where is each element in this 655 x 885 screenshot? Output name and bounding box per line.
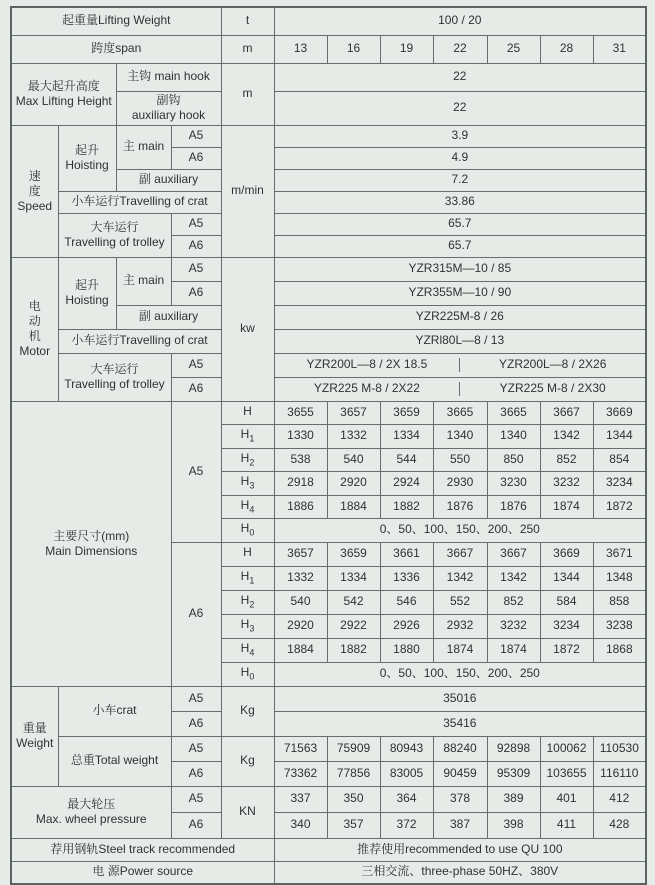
dim-value: 3661 [380,542,433,566]
dim-value: 2926 [380,614,433,638]
speed-section-label [11,125,58,257]
dim-value: 850 [487,448,540,471]
dim-value: 1872 [593,495,646,518]
motor-trolley-a5-left: YZR200L—8 / 2X 18.5 [275,358,461,372]
main-hook-value: 22 [274,63,646,91]
main-hook-label: 主钩 main hook [116,63,221,91]
weight-total-value: 73362 [274,761,327,786]
speed-trolley-label: 大车运行 Travelling of trolley [58,213,171,257]
dim-row-label: $H_2$ [221,590,274,614]
motor-main-a6-value: YZR355M—10 / 90 [274,281,646,305]
grade-label: A5 [171,786,221,812]
span-label: 跨度span [11,35,221,63]
lifting-weight-unit: t [221,7,274,35]
grade-label: A6 [171,377,221,401]
dim-value: 552 [433,590,487,614]
dim-value: 852 [487,590,540,614]
crane-spec-table [10,6,647,885]
aux-hook-label-cn: 副钩 [156,93,181,107]
wheel-pressure-label: 最大轮压 Max. wheel pressure [11,786,171,838]
wheel-pressure-value: 389 [487,786,540,812]
wheel-pressure-value: 412 [593,786,646,812]
weight-total-value: 103655 [540,761,593,786]
grade-label: A6 [171,281,221,305]
weight-total-value: 75909 [327,736,380,761]
dim-value: 854 [593,448,646,471]
weight-total-value: 71563 [274,736,327,761]
weight-total-label: 总重Total weight [58,736,171,786]
span-value: 22 [433,35,487,63]
wheel-pressure-value: 428 [593,812,646,838]
grade-label: A5 [171,736,221,761]
dim-value: 3669 [540,542,593,566]
weight-total-value: 116110 [593,761,646,786]
span-value: 25 [487,35,540,63]
dim-value: 3657 [274,542,327,566]
dim-value: 3665 [487,401,540,424]
grade-label: A5 [171,353,221,377]
dim-value: 1874 [487,638,540,662]
speed-crab-label: 小车运行Travelling of crat [58,191,221,213]
max-lifting-height-label-en: Max Lifting Height [15,94,112,108]
dim-value: 546 [380,590,433,614]
dim-value: 3659 [380,401,433,424]
span-value: 13 [274,35,327,63]
dim-value: 2918 [274,471,327,495]
dim-value: 538 [274,448,327,471]
dim-value: 1876 [487,495,540,518]
span-value: 16 [327,35,380,63]
motor-label-en: Motor [19,344,51,358]
speed-main-a6-value: 4.9 [274,147,646,169]
dim-value: 544 [380,448,433,471]
dim-value: 3655 [274,401,327,424]
wheel-pressure-value: 340 [274,812,327,838]
weight-section-label: 重量 Weight [11,686,58,786]
speed-main-a5-value: 3.9 [274,125,646,147]
dim-value: 3667 [487,542,540,566]
grade-label: A6 [171,235,221,257]
speed-label-en: Speed [17,198,53,213]
motor-aux-label: 副 auxiliary [116,305,221,329]
dim-value: 1882 [327,638,380,662]
dim-value: 1882 [380,495,433,518]
steel-track-label: 荐用钢轨Steel track recommended [11,838,274,861]
speed-main-label: 主 main [116,125,171,169]
motor-label-cn-char: 机 [28,329,41,343]
wheel-pressure-value: 378 [433,786,487,812]
max-lifting-height-label [11,63,116,125]
dim-value: 3238 [593,614,646,638]
weight-total-value: 83005 [380,761,433,786]
dim-value: 1342 [540,424,593,448]
motor-trolley-a5-right: YZR200L—8 / 2X26 [498,357,607,372]
dim-value: 2932 [433,614,487,638]
motor-unit: kw [221,257,274,401]
dim-value: 1336 [380,566,433,590]
weight-total-unit: Kg [221,736,274,786]
dim-row-label: $H_0$ [221,518,274,542]
dim-value: 1348 [593,566,646,590]
lifting-weight-value: 100 / 20 [274,7,646,35]
aux-hook-value: 22 [274,91,646,125]
speed-crab-value: 33.86 [274,191,646,213]
weight-total-value: 88240 [433,736,487,761]
weight-total-value: 92898 [487,736,540,761]
weight-total-value: 80943 [380,736,433,761]
power-source-label: 电 源Power source [11,861,274,884]
motor-main-label: 主 main [116,257,171,305]
span-unit: m [221,35,274,63]
weight-crab-unit: Kg [221,686,274,736]
motor-trolley-a6-right: YZR225 M-8 / 2X30 [499,381,606,396]
dim-value: 3659 [327,542,380,566]
dim-row-label: $H_4$ [221,638,274,662]
max-lifting-height-label-cn: 最大起升高度 [27,79,100,93]
dim-value: 1342 [433,566,487,590]
dim-value: 1876 [433,495,487,518]
power-source-value: 三相交流、three-phase 50HZ、380V [274,861,646,884]
grade-label: A6 [171,542,221,686]
dim-row-label: H [221,401,274,424]
dim-value: 3669 [593,401,646,424]
dim-value: 3667 [433,542,487,566]
motor-aux-value: YZR225M-8 / 26 [274,305,646,329]
dim-row-label: $H_1$ [221,424,274,448]
dim-value: 852 [540,448,593,471]
speed-hoisting-label: 起升 Hoisting [58,125,116,191]
dim-value: 1886 [274,495,327,518]
dim-value: 1330 [274,424,327,448]
dim-value: 1874 [540,495,593,518]
dim-value: 540 [327,448,380,471]
speed-label-cn-char: 度 [28,183,41,198]
dim-value: 1884 [274,638,327,662]
wheel-pressure-value: 387 [433,812,487,838]
dim-value: 2922 [327,614,380,638]
span-value: 19 [380,35,433,63]
motor-main-a5-value: YZR315M—10 / 85 [274,257,646,281]
weight-total-value: 77856 [327,761,380,786]
dim-value: 1344 [540,566,593,590]
dim-row-label: H [221,542,274,566]
motor-hoisting-label: 起升 Hoisting [58,257,116,329]
lifting-weight-label: 起重量Lifting Weight [11,7,221,35]
wheel-pressure-value: 337 [274,786,327,812]
dim-value: 1880 [380,638,433,662]
wheel-pressure-value: 372 [380,812,433,838]
aux-hook-label-en: auxiliary hook [131,108,206,122]
dim-value: 540 [274,590,327,614]
wheel-pressure-unit: KN [221,786,274,838]
speed-aux-label: 副 auxiliary [116,169,221,191]
dim-value: 3667 [540,401,593,424]
dim-value: 1340 [487,424,540,448]
speed-trolley-a5-value: 65.7 [274,213,646,235]
wheel-pressure-value: 398 [487,812,540,838]
dim-value: 550 [433,448,487,471]
speed-label-cn-char: 速 [28,168,41,183]
motor-trolley-label: 大车运行 Travelling of trolley [58,353,171,401]
speed-unit: m/min [221,125,274,257]
grade-label: A5 [171,125,221,147]
motor-crab-value: YZRl80L—8 / 13 [274,329,646,353]
dim-row-label: $H_3$ [221,471,274,495]
dim-row-label: $H_0$ [221,662,274,686]
dim-value: 3230 [487,471,540,495]
span-value: 31 [593,35,646,63]
wheel-pressure-value: 401 [540,786,593,812]
dim-value: 3671 [593,542,646,566]
span-value: 28 [540,35,593,63]
dim-value: 1332 [274,566,327,590]
grade-label: A6 [171,711,221,736]
grade-label: A5 [171,213,221,235]
dim-value: 2930 [433,471,487,495]
dim-value: 2920 [274,614,327,638]
dim-value: 1340 [433,424,487,448]
grade-label: A6 [171,812,221,838]
dim-value: 1332 [327,424,380,448]
dim-value: 1884 [327,495,380,518]
dim-value: 3232 [540,471,593,495]
wheel-pressure-value: 350 [327,786,380,812]
motor-crab-label: 小车运行Travelling of crat [58,329,221,353]
wheel-pressure-value: 364 [380,786,433,812]
grade-label: A5 [171,401,221,542]
steel-track-value: 推荐使用recommended to use QU 100 [274,838,646,861]
weight-total-value: 95309 [487,761,540,786]
max-lifting-height-unit: m [221,63,274,125]
dim-value: 1342 [487,566,540,590]
dim-value: 1868 [593,638,646,662]
dim-value: 3657 [327,401,380,424]
dim-value: 2924 [380,471,433,495]
dim-value: 2920 [327,471,380,495]
dim-row-label: $H_3$ [221,614,274,638]
wheel-pressure-value: 411 [540,812,593,838]
motor-trolley-a6-value [274,377,646,401]
grade-label: A5 [171,257,221,281]
weight-crab-a6-value: 35416 [274,711,646,736]
dim-row-label: $H_4$ [221,495,274,518]
motor-label-cn-char: 电 [28,299,41,313]
speed-trolley-a6-value: 65.7 [274,235,646,257]
aux-hook-label [116,91,221,125]
motor-trolley-a5-value [274,353,646,377]
dim-value: 584 [540,590,593,614]
dim-value: 3234 [593,471,646,495]
dim-value: 858 [593,590,646,614]
dim-value: 1334 [327,566,380,590]
dimensions-section-label: 主要尺寸(mm) Main Dimensions [11,401,171,686]
speed-aux-value: 7.2 [274,169,646,191]
weight-total-value: 100062 [540,736,593,761]
dim-value: 542 [327,590,380,614]
dim-value: 1872 [540,638,593,662]
weight-crab-a5-value: 35016 [274,686,646,711]
grade-label: A6 [171,761,221,786]
motor-section-label [11,257,58,401]
wheel-pressure-value: 357 [327,812,380,838]
dim-value: 3232 [487,614,540,638]
dim-value: 3665 [433,401,487,424]
dim-row-label: $H_2$ [221,448,274,471]
weight-total-value: 110530 [593,736,646,761]
grade-label: A6 [171,147,221,169]
dim-value: 1874 [433,638,487,662]
dim-h0-value: 0、50、100、150、200、250 [274,518,646,542]
motor-label-cn-char: 动 [28,314,41,328]
weight-crab-label: 小车crat [58,686,171,736]
dim-value: 1334 [380,424,433,448]
dim-value: 1344 [593,424,646,448]
dim-value: 3234 [540,614,593,638]
motor-trolley-a6-left: YZR225 M-8 / 2X22 [275,382,461,396]
grade-label: A5 [171,686,221,711]
dim-h0-value: 0、50、100、150、200、250 [274,662,646,686]
dim-row-label: $H_1$ [221,566,274,590]
weight-total-value: 90459 [433,761,487,786]
